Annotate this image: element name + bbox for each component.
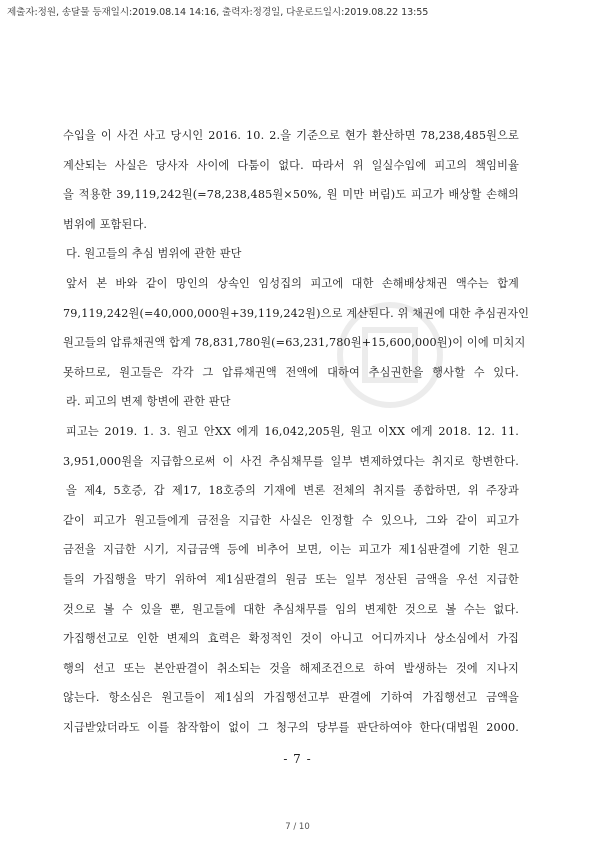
body-line: 것으로 볼 수 있을 뿐, 원고들에 대한 추심채무를 임의 변제한 것으로 볼 수는 없다. (63, 602, 519, 616)
body-line: 못하므로, 원고들은 각각 그 압류채권액 전액에 대하여 추심권한을 행사할 수 있다. (63, 365, 519, 379)
body-line: 행의 선고 또는 본안판결이 취소되는 것을 해제조건으로 하여 발생하는 것에 지나지 (63, 661, 519, 675)
judgment-body (63, 121, 530, 742)
body-line: 들의 가집행을 막기 위하여 제1심판결의 원금 또는 일부 정산된 금액을 우선 지급한 (63, 572, 519, 586)
body-line: 3,951,000원을 지급함으로써 이 사건 추심채무를 일부 변제하였다는 취지로 항변한다. (63, 454, 519, 468)
body-line: 금전을 지급한 시기, 지급금액 등에 비추어 보면, 이는 피고가 제1심판결에 기한 원고 (63, 543, 519, 557)
page-counter: 7 / 10 (285, 822, 310, 832)
body-line: 같이 피고가 원고들에게 금전을 지급한 사실은 인정할 수 있으나, 그와 같이 피고가 (63, 513, 519, 527)
body-line: 지급받았더라도 이를 참작함이 없이 그 청구의 당부를 판단하여야 한다(대법원 2000. (63, 720, 519, 734)
page-number: - 7 - (283, 752, 312, 766)
body-line: 피고는 2019. 1. 3. 원고 안XX 에게 16,042,205원, 원고 이XX 에게 2018. 12. 11. (66, 424, 519, 438)
body-line: 을 제4, 5호증, 갑 제17, 18호증의 기재에 변론 전체의 취지를 종합하면, 위 주장과 (66, 484, 519, 498)
section-heading: 라. 피고의 변제 항변에 관한 판단 (66, 395, 231, 409)
body-line: 수입을 이 사건 사고 당시인 2016. 10. 2.을 기준으로 현가 환산하면 78,238,485원으로 (63, 129, 519, 142)
document-header: 제출자:정원, 송달물 등재일시:2019.08.14 14:16, 출력자:정경일, 다운로드일시:2019.08.22 13:55 (7, 7, 429, 18)
body-line: 79,119,242원(=40,000,000원+39,119,242원)으로 계산된다. 위 채권에 대한 추심권자인 (63, 306, 530, 320)
body-line: 가집행선고로 인한 변제의 효력은 확정적인 것이 아니고 어디까지나 상소심에서 가집 (63, 632, 519, 646)
body-line: 원고들의 압류채권액 합계 78,831,780원(=63,231,780원+15,600,000원)이 이에 미치지 (63, 336, 526, 350)
body-line: 계산되는 사실은 당사자 사이에 다툼이 없다. 따라서 위 일실수입에 피고의 책임비율 (63, 158, 519, 172)
body-line: 을 적용한 39,119,242원(=78,238,485원×50%, 원 미만 버림)도 피고가 배상할 손해의 (63, 188, 519, 202)
body-line: 않는다. 항소심은 원고들이 제1심의 가집행선고부 판결에 기하여 가집행선고 금액을 (63, 691, 519, 705)
section-heading: 다. 원고들의 추심 범위에 관한 판단 (66, 247, 242, 261)
body-line: 범위에 포함된다. (63, 217, 148, 231)
body-line: 앞서 본 바와 같이 망인의 상속인 임성집의 피고에 대한 손해배상채권 액수는 합계 (66, 276, 519, 290)
